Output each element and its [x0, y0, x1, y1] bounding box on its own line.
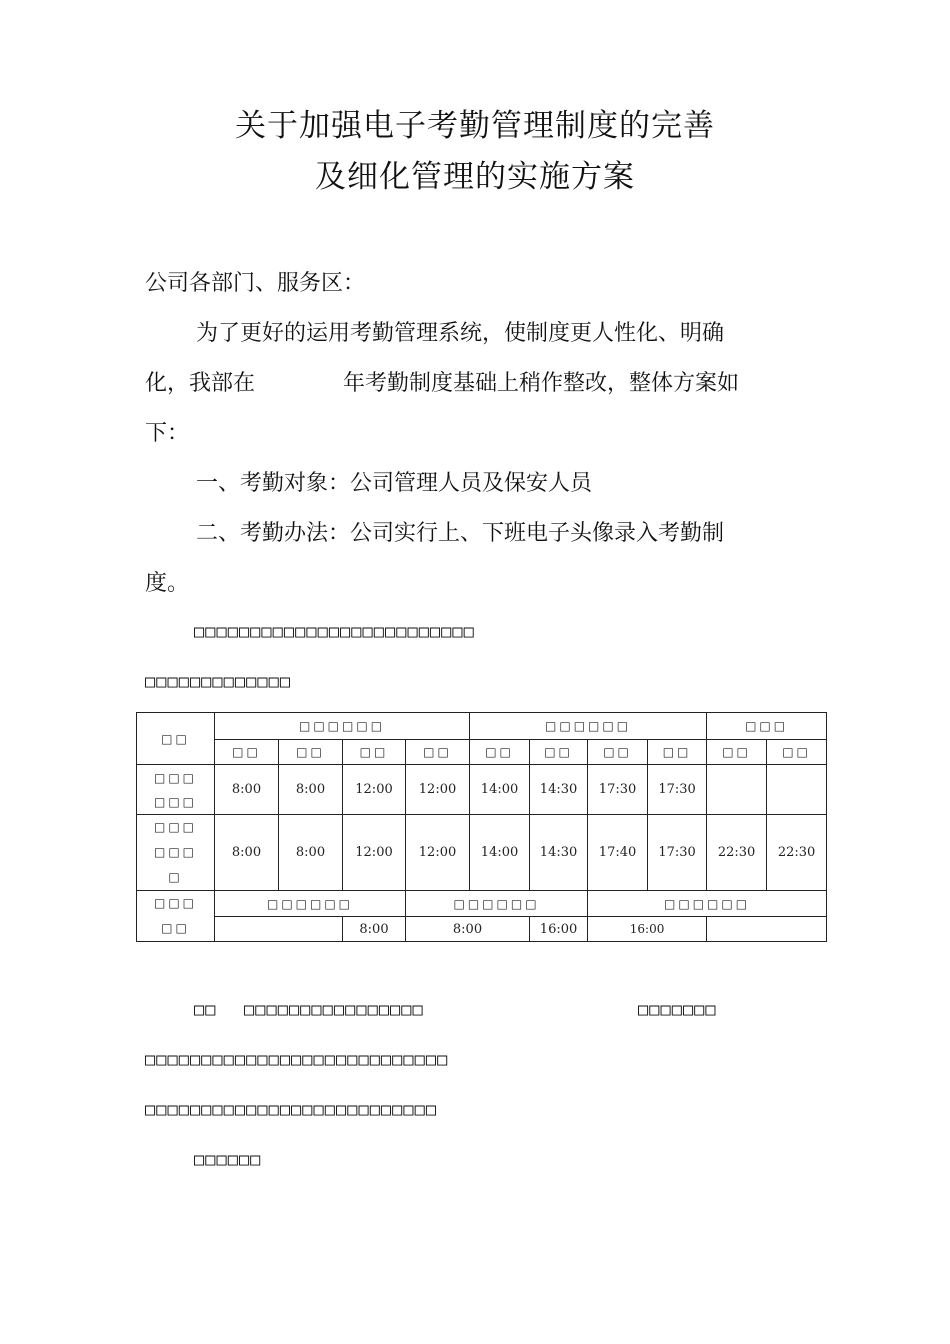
table-cell: 22:30 — [767, 815, 827, 891]
table-subheader: □□ — [343, 740, 406, 765]
item-1-attendance-target: 一、考勤对象：公司管理人员及保安人员 — [196, 471, 593, 496]
table-row-3-values — [137, 917, 827, 942]
table-subheader: □□ — [279, 740, 343, 765]
table-cell: 17:30 — [588, 765, 648, 815]
table-row-1 — [137, 765, 827, 815]
table-subheader: □□ — [767, 740, 827, 765]
table-cell: 8:00 — [406, 917, 530, 942]
item-2-continuation: 度。 — [145, 571, 190, 596]
table-subheader: □□ — [707, 740, 767, 765]
table-cell: 8:00 — [343, 917, 406, 942]
garbled-line-1: □□□□□□□□□□□□□□□□□□□□□□□□□ — [194, 622, 475, 642]
table-cell: 17:40 — [588, 815, 648, 891]
row-1-label-line-a: □□□ — [153, 770, 197, 785]
paragraph-1-line-1: 为了更好的运用考勤管理系统，使制度更人性化、明确 — [196, 321, 725, 346]
table-row-2 — [137, 815, 827, 891]
table-subheader: □□ — [648, 740, 707, 765]
table-cell: 17:30 — [648, 815, 707, 891]
row-2-label-line-b: □□□ — [153, 845, 197, 859]
table-cell: 14:00 — [470, 815, 530, 891]
row-2-label — [137, 815, 215, 891]
attendance-schedule-table — [136, 712, 827, 942]
garbled-line-4: □□□□□□□□□□□□□□□□□□□□□□□□□□□ — [145, 1050, 449, 1070]
row-1-label-line-b: □□□ — [153, 794, 197, 809]
table-corner-header: □□ — [137, 713, 215, 765]
item-2-attendance-method: 二、考勤办法：公司实行上、下班电子头像录入考勤制 — [196, 521, 725, 546]
table-cell: 8:00 — [215, 815, 279, 891]
garbled-line-3b: □□□□□□□□□□□□□□□□ — [244, 1000, 424, 1020]
garbled-line-5: □□□□□□□□□□□□□□□□□□□□□□□□□□ — [145, 1100, 438, 1120]
row-2-label-line-a: □□□ — [153, 820, 197, 834]
table-row-3-header — [137, 891, 827, 917]
document-title-line-1: 关于加强电子考勤管理制度的完善 — [235, 108, 715, 144]
table-cell — [215, 917, 343, 942]
table-cell: 8:00 — [279, 765, 343, 815]
table-cell: 17:30 — [648, 765, 707, 815]
table-subheader: □□ — [588, 740, 648, 765]
table-group-header-1: □□□□□□ — [215, 713, 470, 740]
table-cell: 16:00 — [530, 917, 588, 942]
table-cell: 16:00 — [588, 917, 707, 942]
table-cell: 12:00 — [406, 765, 470, 815]
table-cell: 8:00 — [279, 815, 343, 891]
shift-header-2: □□□□□□ — [406, 891, 588, 917]
garbled-line-3c: □□□□□□□ — [638, 1000, 717, 1020]
salutation: 公司各部门、服务区： — [145, 271, 366, 296]
table-subheader: □□ — [406, 740, 470, 765]
table-subheader: □□ — [215, 740, 279, 765]
row-3-label — [137, 891, 215, 942]
table-subheader: □□ — [470, 740, 530, 765]
table-cell: 14:30 — [530, 765, 588, 815]
table-cell — [767, 765, 827, 815]
table-cell: 12:00 — [406, 815, 470, 891]
paragraph-1-line-2a: 化，我部在 — [145, 371, 256, 396]
garbled-line-2: □□□□□□□□□□□□□ — [145, 672, 292, 692]
row-3-label-line-b: □□ — [161, 921, 190, 935]
table-group-header-2: □□□□□□ — [470, 713, 707, 740]
row-1-label — [137, 765, 215, 815]
table-group-header-3: □□□ — [707, 713, 827, 740]
table-cell: 22:30 — [707, 815, 767, 891]
table-cell: 14:30 — [530, 815, 588, 891]
paragraph-1-line-2b: 年考勤制度基础上稍作整改，整体方案如 — [343, 371, 740, 396]
table-cell: 8:00 — [215, 765, 279, 815]
table-cell: 12:00 — [343, 815, 406, 891]
table-cell — [707, 917, 827, 942]
shift-header-1: □□□□□□ — [215, 891, 406, 917]
row-3-label-line-a: □□□ — [153, 896, 197, 910]
document-title-line-2: 及细化管理的实施方案 — [315, 159, 635, 195]
garbled-line-6: □□□□□□ — [194, 1150, 262, 1170]
garbled-line-3a: □□ — [194, 1000, 217, 1020]
row-2-label-line-c: □ — [168, 870, 183, 884]
table-cell: 12:00 — [343, 765, 406, 815]
table-subheader: □□ — [530, 740, 588, 765]
paragraph-1-line-3: 下： — [145, 421, 190, 446]
table-cell — [707, 765, 767, 815]
table-cell: 14:00 — [470, 765, 530, 815]
shift-header-3: □□□□□□ — [588, 891, 827, 917]
